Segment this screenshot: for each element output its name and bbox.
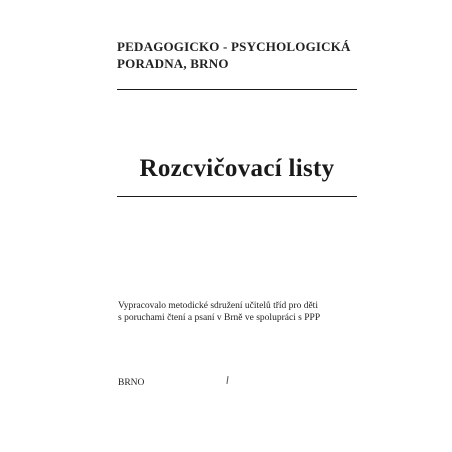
- document-title: Rozcvičovací listy: [139, 155, 335, 182]
- publisher-line-1: PEDAGOGICKO - PSYCHOLOGICKÁ: [117, 39, 351, 54]
- credit-line-2: s poruchami čtení a psaní v Brně ve spolupráci s PPP: [118, 313, 321, 323]
- publisher-name: [117, 38, 351, 72]
- credit-line-1: Vypracovalo metodické sdružení učitelů tříd pro děti: [118, 301, 318, 311]
- bottom-divider: [117, 196, 357, 197]
- publication-place: BRNO: [118, 378, 145, 388]
- top-divider: [117, 89, 357, 90]
- pencil-mark: [226, 376, 228, 384]
- credit-text: [118, 300, 320, 324]
- publisher-line-2: PORADNA, BRNO: [117, 56, 229, 71]
